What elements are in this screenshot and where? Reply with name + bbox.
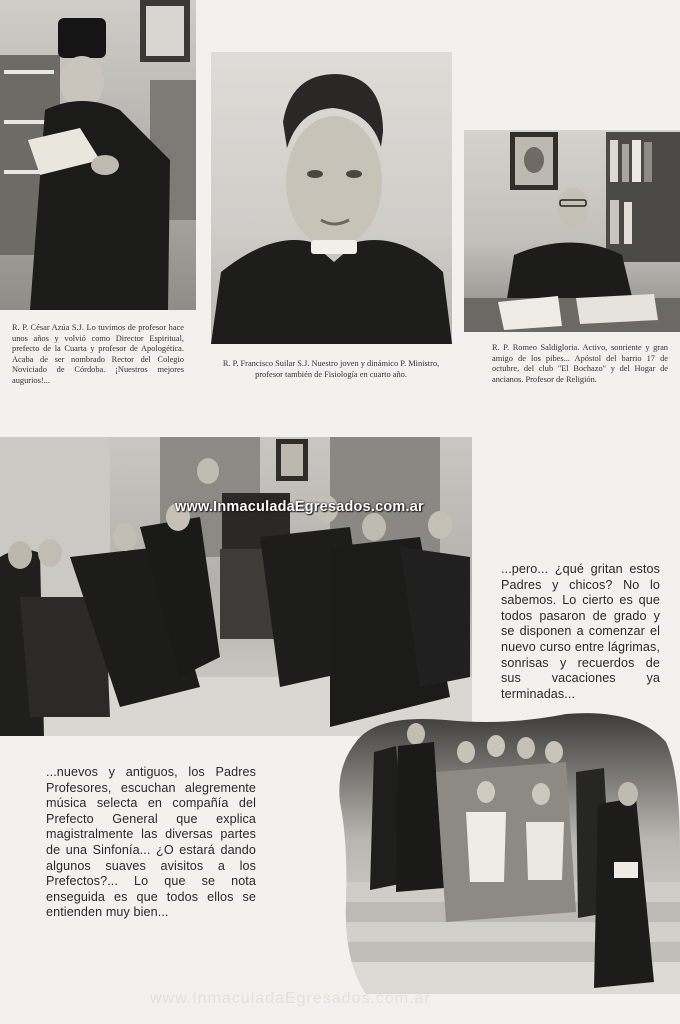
text-pero-que-gritan: ...pero... ¿qué gritan estos Padres y chicos? No lo sabemos. Lo cierto es que todos pasaron de grado y se disponen a comenzar el nuevo curso entre lágrimas, sonrisas y recuerdos de sus vacaciones ya terminadas... <box>501 562 660 701</box>
photo-padres-music <box>0 437 472 736</box>
caption-romeo-saldigloria: R. P. Romeo Saldigloria. Activo, sonriente y gran amigo de los pibes... Apóstol del barrio 17 de octubre, del club "El Bochazo" y del Hogar de ancianos. Profesor de Religión. <box>492 343 668 384</box>
photo-romeo-saldigloria <box>464 130 680 332</box>
site-watermark: www.InmaculadaEgresados.com.ar <box>175 499 424 515</box>
photo-cesar-azua <box>0 0 196 310</box>
text-nuevos-y-antiguos: ...nuevos y antiguos, los Padres Profesores, escuchan alegremente música selecta en compañía del Prefecto General que explica magistralmente las diversas partes de una Sinfonía... ¿O estará dando algunos suaves avisitos a los Prefectos?... Lo que se nota enseguida es que todos ellos se entienden muy bien... <box>46 765 256 920</box>
faint-watermark: www.InmaculadaEgresados.com.ar <box>150 990 431 1007</box>
caption-francisco-suilar: R. P. Francisco Suilar S.J. Nuestro joven y dinámico P. Ministro, profesor también de Fisiología en cuarto año. <box>222 359 440 379</box>
caption-cesar-azua: R. P. César Azúa S.J. Lo tuvimos de profesor hace unos años y volvió como Director Espiritual, prefecto de la Cuarta y profesor de Apologética. Acaba de ser nombrado Rector del Colegio Noviciado de Córdoba. ¡Nuestros mejores augurios!... <box>12 323 184 385</box>
photo-francisco-suilar <box>211 52 452 344</box>
photo-padres-boys-stairs <box>336 712 680 994</box>
